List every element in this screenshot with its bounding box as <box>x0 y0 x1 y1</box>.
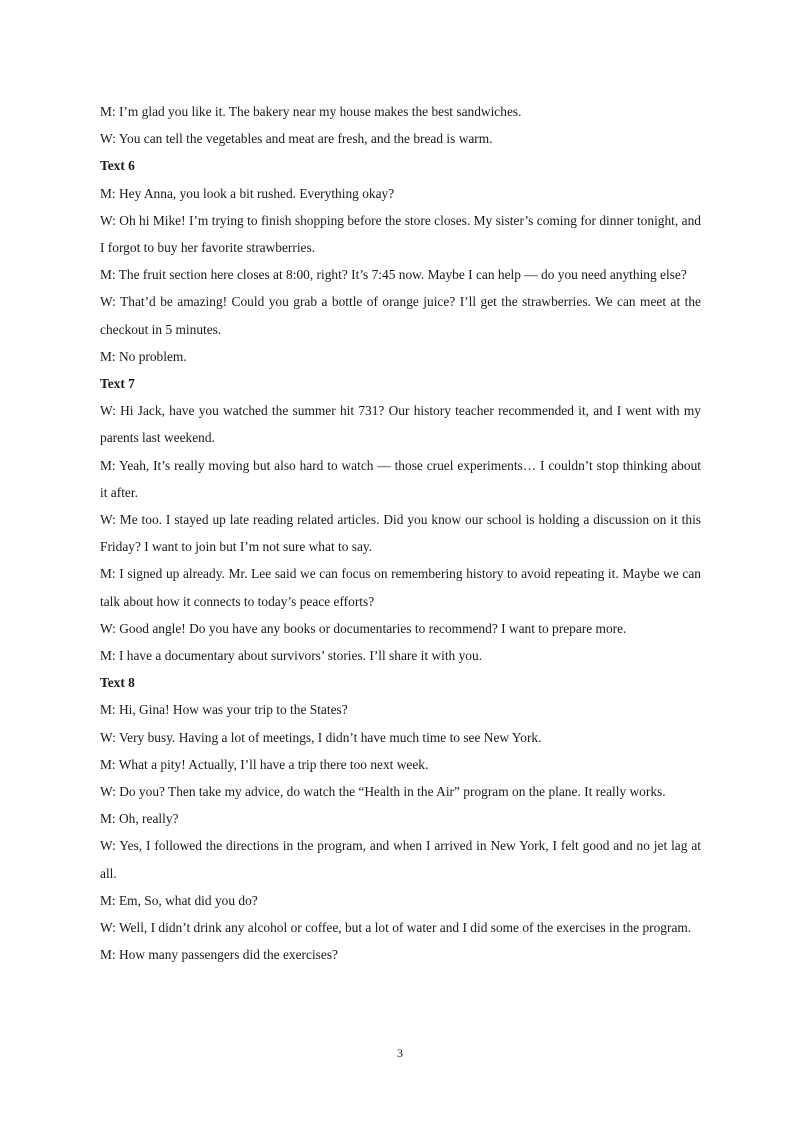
dialogue-line: M: Hey Anna, you look a bit rushed. Everything okay? <box>100 185 395 201</box>
dialogue-line: M: Em, So, what did you do? <box>100 892 258 908</box>
dialogue-line: W: Hi Jack, have you watched the summer hit 731? Our history teacher recommended it, and I went with my parents last weekend. <box>100 403 701 446</box>
dialogue-line: M: I have a documentary about survivors’ stories. I’ll share it with you. <box>100 648 483 664</box>
dialogue-line: W: Good angle! Do you have any books or documentaries to recommend? I want to prepare more. <box>100 620 627 636</box>
dialogue-line: M: I’m glad you like it. The bakery near my house makes the best sandwiches. <box>100 104 522 119</box>
dialogue-line: W: Yes, I followed the directions in the program, and when I arrived in New York, I felt good and no jet lag at all. <box>100 838 701 881</box>
document-body <box>100 98 701 969</box>
section-heading: Text 7 <box>100 376 135 392</box>
section-heading: Text 6 <box>100 158 135 174</box>
dialogue-line: M: How many passengers did the exercises? <box>100 947 338 963</box>
page-number: 3 <box>397 1046 403 1060</box>
dialogue-line: M: I signed up already. Mr. Lee said we can focus on remembering history to avoid repeating it. Maybe we can talk about how it connects to today’s peace efforts? <box>100 566 701 609</box>
dialogue-line: M: The fruit section here closes at 8:00, right? It’s 7:45 now. Maybe I can help — do you need anything else? <box>100 267 687 283</box>
dialogue-line: W: Do you? Then take my advice, do watch the “Health in the Air” program on the plane. It really works. <box>100 784 666 800</box>
dialogue-line: M: Oh, really? <box>100 811 179 827</box>
section-heading: Text 8 <box>100 675 135 691</box>
dialogue-line: W: Very busy. Having a lot of meetings, I didn’t have much time to see New York. <box>100 729 542 745</box>
dialogue-line: W: You can tell the vegetables and meat are fresh, and the bread is warm. <box>100 131 493 147</box>
dialogue-line: W: Well, I didn’t drink any alcohol or coffee, but a lot of water and I did some of the exercises in the program. <box>100 920 692 936</box>
dialogue-line: W: That’d be amazing! Could you grab a bottle of orange juice? I’ll get the strawberries. We can meet at the checkout in 5 minutes. <box>100 294 701 337</box>
dialogue-line: M: Yeah, It’s really moving but also hard to watch — those cruel experiments… I couldn’t stop thinking about it after. <box>100 457 701 500</box>
dialogue-line: M: No problem. <box>100 348 187 364</box>
dialogue-line: M: Hi, Gina! How was your trip to the States? <box>100 702 348 718</box>
dialogue-line: W: Oh hi Mike! I’m trying to finish shopping before the store closes. My sister’s coming for dinner tonight, and I forgot to buy her favorite strawberries. <box>100 212 701 256</box>
dialogue-line: W: Me too. I stayed up late reading related articles. Did you know our school is holding a discussion on it this Friday? I want to join but I’m not sure what to say. <box>100 512 701 555</box>
dialogue-line: M: What a pity! Actually, I’ll have a trip there too next week. <box>100 756 429 772</box>
